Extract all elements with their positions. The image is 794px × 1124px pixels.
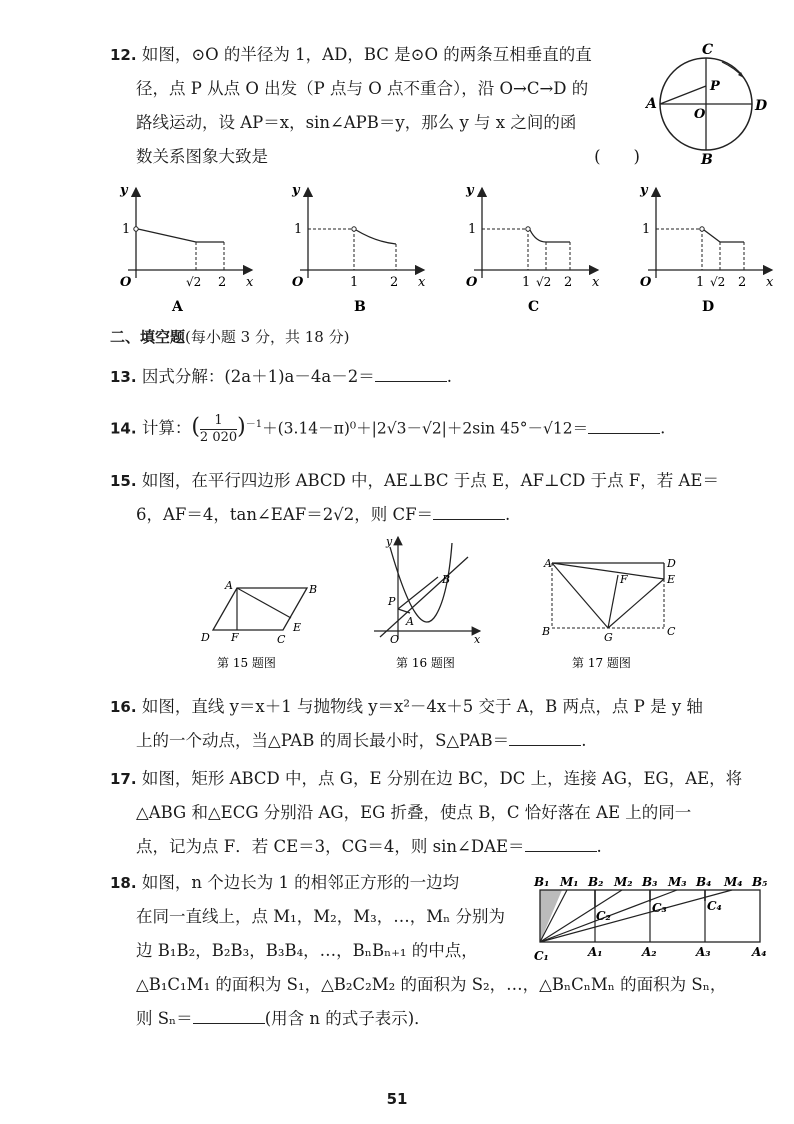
svg-text:B: B — [309, 583, 318, 596]
svg-text:x: x — [592, 275, 600, 290]
q18-answer-blank[interactable] — [193, 1009, 265, 1024]
svg-text:1: 1 — [522, 275, 531, 290]
page-number: 51 — [386, 1090, 408, 1108]
q16: 16. 如图，直线 y＝x＋1 与抛物线 y＝x²－4x＋5 交于 A，B 两点，点 P 是 y 轴 上的一个动点，当△PAB 的周长最小时，S△PAB＝ . — [110, 697, 703, 750]
svg-text:P: P — [388, 595, 396, 608]
svg-text:2: 2 — [390, 275, 399, 290]
svg-text:B: B — [442, 573, 451, 586]
q14-answer-blank[interactable] — [588, 419, 660, 434]
svg-text:x: x — [418, 275, 426, 290]
svg-text:C: C — [528, 299, 540, 315]
label-A: A — [646, 96, 657, 112]
graph-option-A[interactable] — [119, 183, 254, 315]
svg-text:A₄: A₄ — [752, 945, 767, 959]
graph-option-C[interactable] — [465, 183, 600, 315]
svg-text:y: y — [292, 183, 300, 198]
q17: 17. 如图，矩形 ABCD 中，点 G，E 分别在边 BC，DC 上，连接 AG，EG，AE，将 △ABG 和△ECG 分别沿 AG，EG 折叠，使点 B，C 恰好落在 AE 上的同一 点，记为点 F．若 CE＝3，CG＝4，则 sin∠DAE＝ . — [110, 769, 743, 856]
label-D: D — [755, 98, 768, 114]
svg-text:第 16 题图: 第 16 题图 — [396, 656, 455, 670]
q15: 15. 如图，在平行四边形 ABCD 中，AE⊥BC 于点 E，AF⊥CD 于点 F，若 AE＝ 6，AF＝4，tan∠EAF＝2√2，则 CF＝ . — [110, 471, 719, 524]
fig-15 — [195, 575, 335, 675]
label-O: O — [694, 107, 706, 122]
svg-text:B₄: B₄ — [696, 875, 712, 889]
svg-text:F: F — [620, 573, 628, 586]
svg-text:A: A — [225, 579, 233, 592]
fig-16 — [370, 535, 490, 675]
svg-text:D: D — [201, 631, 210, 644]
graph-option-D[interactable] — [639, 183, 774, 315]
q17-answer-blank[interactable] — [525, 837, 597, 852]
svg-text:C₃: C₃ — [652, 901, 667, 915]
svg-text:O: O — [292, 275, 304, 290]
q12-option-graphs — [110, 180, 790, 320]
svg-text:1: 1 — [468, 222, 477, 237]
svg-text:E: E — [667, 573, 676, 586]
svg-text:2: 2 — [738, 275, 747, 290]
svg-text:O: O — [640, 275, 652, 290]
svg-text:G: G — [604, 631, 613, 644]
q12-circle-figure — [640, 40, 780, 170]
svg-text:1: 1 — [122, 222, 131, 237]
svg-text:y: y — [466, 183, 474, 198]
q13-answer-blank[interactable] — [375, 367, 447, 382]
svg-text:O: O — [466, 275, 478, 290]
svg-text:A: A — [544, 557, 552, 570]
q16-answer-blank[interactable] — [509, 731, 581, 746]
answer-paren[interactable]: ( ) — [594, 147, 640, 166]
svg-text:A: A — [172, 299, 183, 315]
svg-text:C₄: C₄ — [707, 899, 722, 913]
svg-text:1: 1 — [350, 275, 359, 290]
svg-text:B₁: B₁ — [534, 875, 550, 889]
svg-text:C₂: C₂ — [596, 909, 611, 923]
svg-text:1: 1 — [294, 222, 303, 237]
svg-text:√2: √2 — [186, 275, 202, 289]
svg-text:1: 1 — [642, 222, 651, 237]
svg-text:A: A — [406, 615, 414, 628]
label-C: C — [702, 42, 714, 58]
svg-text:第 15 题图: 第 15 题图 — [217, 656, 276, 670]
graph-option-B[interactable] — [291, 183, 426, 315]
q13: 13. 因式分解：(2a＋1)a－4a－2＝ . — [110, 367, 452, 386]
svg-text:B₂: B₂ — [588, 875, 604, 889]
q12-text: 12. 如图，⊙O 的半径为 1，AD，BC 是⊙O 的两条互相垂直的直 径，点 P 从点 O 出发（P 点与 O 点不重合），沿 O→C→D 的 路线运动，设 AP＝x，sin∠APB＝y，那么 y 与 x 之间的函 数关系图象大致是 ( ) — [110, 38, 640, 174]
svg-text:O: O — [390, 633, 400, 646]
svg-text:M₂: M₂ — [614, 875, 633, 889]
svg-text:√2: √2 — [536, 275, 552, 289]
q15-answer-blank[interactable] — [433, 505, 505, 520]
svg-text:D: D — [702, 299, 715, 315]
svg-text:x: x — [246, 275, 254, 290]
svg-text:E: E — [293, 621, 302, 634]
fig-18 — [530, 872, 780, 967]
svg-text:y: y — [640, 183, 648, 198]
svg-text:B₅: B₅ — [752, 875, 768, 889]
label-P: P — [710, 79, 720, 94]
svg-text:O: O — [120, 275, 132, 290]
svg-text:y: y — [386, 535, 393, 548]
q18: 18. 如图，n 个边长为 1 的相邻正方形的一边均 在同一直线上，点 M₁，M₂，M₃，…，Mₙ 分别为 边 B₁B₂，B₂B₃，B₃B₄，…，BₙBₙ₊₁ 的中点， △B₁C₁M₁ 的面积为 S₁，△B₂C₂M₂ 的面积为 S₂，…，△BₙCₙMₙ 的面积为 Sₙ， 则 Sₙ＝ (用含 n 的式子表示)． — [110, 873, 727, 1028]
svg-text:B: B — [354, 299, 366, 315]
svg-text:x: x — [474, 633, 481, 646]
svg-text:C: C — [667, 625, 676, 638]
svg-text:第 17 题图: 第 17 题图 — [572, 656, 631, 670]
svg-text:x: x — [766, 275, 774, 290]
section-heading: 二、填空题(每小题 3 分，共 18 分) — [110, 328, 350, 346]
svg-text:A₃: A₃ — [696, 945, 711, 959]
svg-text:2: 2 — [564, 275, 573, 290]
svg-text:F: F — [231, 631, 239, 644]
svg-text:A₂: A₂ — [642, 945, 657, 959]
svg-text:B₃: B₃ — [642, 875, 658, 889]
svg-text:2: 2 — [218, 275, 227, 290]
svg-text:1: 1 — [696, 275, 705, 290]
svg-text:M₄: M₄ — [724, 875, 743, 889]
svg-text:D: D — [667, 557, 676, 570]
label-B: B — [701, 152, 713, 168]
svg-text:B: B — [542, 625, 551, 638]
q14: 14. 计算：( $\frac{1}{2 020}$ )$^{-1}$＋(3.14－π)⁰＋|2√3－√2|＋2sin 45°－√12＝ . — [110, 412, 666, 445]
svg-text:y: y — [120, 183, 128, 198]
q12-number: 12. — [110, 46, 137, 64]
svg-text:A₁: A₁ — [588, 945, 603, 959]
svg-text:C₁: C₁ — [534, 949, 549, 963]
svg-text:C: C — [277, 633, 286, 646]
svg-text:M₁: M₁ — [560, 875, 579, 889]
fig-17 — [540, 555, 690, 675]
svg-text:√2: √2 — [710, 275, 726, 289]
svg-text:M₃: M₃ — [668, 875, 687, 889]
